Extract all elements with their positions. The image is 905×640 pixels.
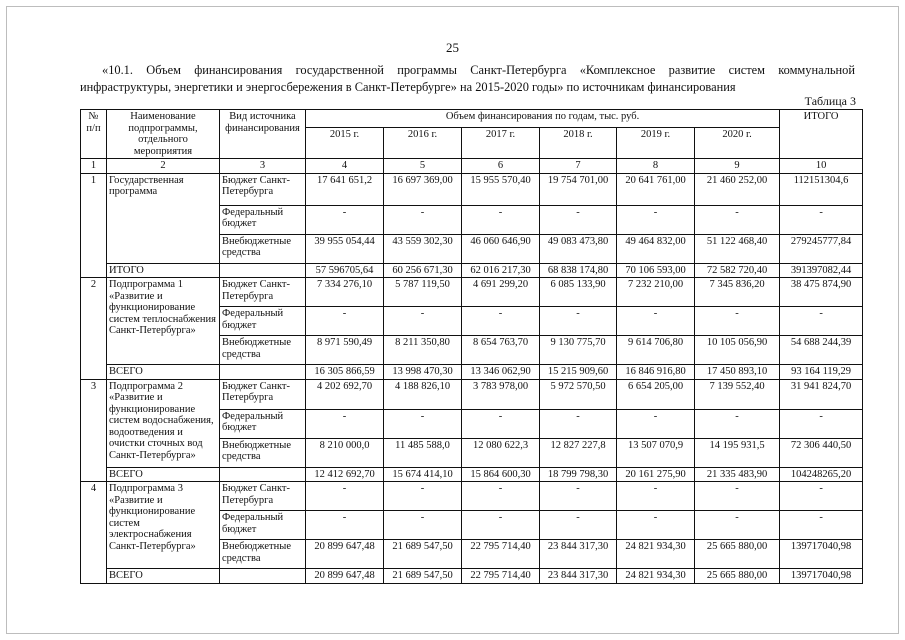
funding-source: Бюджет Санкт-Петербурга bbox=[220, 482, 306, 511]
section-total-value: 70 106 593,00 bbox=[617, 263, 695, 278]
year-value: 51 122 468,40 bbox=[695, 234, 780, 263]
row-total-value: - bbox=[780, 205, 863, 234]
header-year: 2018 г. bbox=[540, 127, 617, 158]
table-row bbox=[81, 379, 863, 409]
section-number: 1 bbox=[81, 173, 107, 278]
section-total-value: 24 821 934,30 bbox=[617, 569, 695, 584]
year-value: 8 654 763,70 bbox=[462, 336, 540, 365]
section-total-value: 68 838 174,80 bbox=[540, 263, 617, 278]
section-total-label: ВСЕГО bbox=[107, 569, 220, 584]
row-total-value: 38 475 874,90 bbox=[780, 278, 863, 307]
row-total-value: - bbox=[780, 482, 863, 511]
year-value: 20 641 761,00 bbox=[617, 173, 695, 205]
year-value: - bbox=[617, 409, 695, 438]
funding-source: Федеральный бюджет bbox=[220, 511, 306, 540]
column-number: 4 bbox=[306, 159, 384, 174]
year-value: 4 188 826,10 bbox=[384, 379, 462, 409]
funding-source: Внебюджетные средства bbox=[220, 438, 306, 467]
year-value: 7 232 210,00 bbox=[617, 278, 695, 307]
header-year: 2020 г. bbox=[695, 127, 780, 158]
funding-source: Федеральный бюджет bbox=[220, 409, 306, 438]
section-name: Государственная программа bbox=[107, 173, 220, 263]
year-value: 14 195 931,5 bbox=[695, 438, 780, 467]
year-value: 22 795 714,40 bbox=[462, 540, 540, 569]
year-value: 12 080 622,3 bbox=[462, 438, 540, 467]
year-value: 12 827 227,8 bbox=[540, 438, 617, 467]
section-total-value: 22 795 714,40 bbox=[462, 569, 540, 584]
year-value: 8 971 590,49 bbox=[306, 336, 384, 365]
year-value: - bbox=[384, 482, 462, 511]
table-row bbox=[81, 173, 863, 205]
year-value: 6 654 205,00 bbox=[617, 379, 695, 409]
section-total-label: ВСЕГО bbox=[107, 467, 220, 482]
row-total-value: - bbox=[780, 511, 863, 540]
header-volume: Объем финансирования по годам, тыс. руб. bbox=[306, 110, 780, 128]
header-year: 2019 г. bbox=[617, 127, 695, 158]
section-total-value: 62 016 217,30 bbox=[462, 263, 540, 278]
table-row bbox=[81, 482, 863, 511]
section-total-label: ИТОГО bbox=[107, 263, 220, 278]
year-value: 11 485 588,0 bbox=[384, 438, 462, 467]
year-value: - bbox=[540, 205, 617, 234]
header-year: 2017 г. bbox=[462, 127, 540, 158]
year-value: - bbox=[617, 307, 695, 336]
empty-cell bbox=[220, 467, 306, 482]
funding-source: Бюджет Санкт-Петербурга bbox=[220, 173, 306, 205]
year-value: 5 972 570,50 bbox=[540, 379, 617, 409]
section-total-label: ВСЕГО bbox=[107, 365, 220, 380]
table-label: Таблица 3 bbox=[804, 94, 856, 108]
year-value: - bbox=[462, 205, 540, 234]
header-num: № п/п bbox=[81, 110, 107, 159]
year-value: 5 787 119,50 bbox=[384, 278, 462, 307]
year-value: 15 955 570,40 bbox=[462, 173, 540, 205]
section-total-row bbox=[81, 467, 863, 482]
year-value: 23 844 317,30 bbox=[540, 540, 617, 569]
year-value: 21 689 547,50 bbox=[384, 540, 462, 569]
year-value: 25 665 880,00 bbox=[695, 540, 780, 569]
column-number: 6 bbox=[462, 159, 540, 174]
year-value: 49 464 832,00 bbox=[617, 234, 695, 263]
section-total-value: 16 305 866,59 bbox=[306, 365, 384, 380]
year-value: 7 334 276,10 bbox=[306, 278, 384, 307]
year-value: - bbox=[695, 205, 780, 234]
year-value: - bbox=[695, 307, 780, 336]
section-total-value: 20 161 275,90 bbox=[617, 467, 695, 482]
section-total-value: 391397082,44 bbox=[780, 263, 863, 278]
section-name: Подпрограмма 1 «Развитие и функционирование систем теплоснабжения Санкт-Петербурга» bbox=[107, 278, 220, 365]
section-total-value: 21 335 483,90 bbox=[695, 467, 780, 482]
row-total-value: 139717040,98 bbox=[780, 540, 863, 569]
year-value: - bbox=[306, 409, 384, 438]
section-total-value: 15 215 909,60 bbox=[540, 365, 617, 380]
year-value: - bbox=[540, 511, 617, 540]
section-total-value: 15 674 414,10 bbox=[384, 467, 462, 482]
year-value: 8 211 350,80 bbox=[384, 336, 462, 365]
year-value: - bbox=[384, 409, 462, 438]
year-value: - bbox=[462, 482, 540, 511]
header-source: Вид источника финансирования bbox=[220, 110, 306, 159]
section-total-value: 57 596705,64 bbox=[306, 263, 384, 278]
year-value: - bbox=[306, 511, 384, 540]
column-number: 2 bbox=[107, 159, 220, 174]
year-value: 20 899 647,48 bbox=[306, 540, 384, 569]
year-value: - bbox=[462, 409, 540, 438]
row-total-value: 54 688 244,39 bbox=[780, 336, 863, 365]
section-total-value: 13 998 470,30 bbox=[384, 365, 462, 380]
year-value: - bbox=[617, 511, 695, 540]
year-value: 3 783 978,00 bbox=[462, 379, 540, 409]
header-year: 2016 г. bbox=[384, 127, 462, 158]
row-total-value: 279245777,84 bbox=[780, 234, 863, 263]
year-value: - bbox=[462, 307, 540, 336]
column-number: 10 bbox=[780, 159, 863, 174]
column-number: 3 bbox=[220, 159, 306, 174]
column-number: 5 bbox=[384, 159, 462, 174]
section-total-value: 20 899 647,48 bbox=[306, 569, 384, 584]
year-value: 9 614 706,80 bbox=[617, 336, 695, 365]
funding-source: Федеральный бюджет bbox=[220, 307, 306, 336]
funding-source: Бюджет Санкт-Петербурга bbox=[220, 278, 306, 307]
year-value: 17 641 651,2 bbox=[306, 173, 384, 205]
header-total: ИТОГО bbox=[780, 110, 863, 159]
section-total-value: 93 164 119,29 bbox=[780, 365, 863, 380]
year-value: - bbox=[384, 307, 462, 336]
funding-source: Внебюджетные средства bbox=[220, 234, 306, 263]
section-total-row bbox=[81, 263, 863, 278]
year-value: - bbox=[695, 482, 780, 511]
section-number: 4 bbox=[81, 482, 107, 584]
year-value: - bbox=[540, 482, 617, 511]
year-value: 7 139 552,40 bbox=[695, 379, 780, 409]
document-heading: «10.1. Объем финансирования государственной программы Санкт-Петербурга «Комплексное развитие систем коммунальной инфраструктуры, энергетики и энергосбережения в Санкт-Петербурге» на 2015-2020 годы» по источникам финансирования bbox=[80, 63, 855, 94]
section-number: 3 bbox=[81, 379, 107, 482]
section-total-value: 25 665 880,00 bbox=[695, 569, 780, 584]
funding-source: Бюджет Санкт-Петербурга bbox=[220, 379, 306, 409]
year-value: 43 559 302,30 bbox=[384, 234, 462, 263]
section-total-value: 104248265,20 bbox=[780, 467, 863, 482]
section-total-value: 60 256 671,30 bbox=[384, 263, 462, 278]
page-number: 25 bbox=[446, 40, 459, 55]
year-value: 24 821 934,30 bbox=[617, 540, 695, 569]
section-total-row bbox=[81, 569, 863, 584]
year-value: 39 955 054,44 bbox=[306, 234, 384, 263]
section-name: Подпрограмма 2 «Развитие и функционирование систем водоснабжения, водоотведения и очистки сточных вод Санкт-Петербурга» bbox=[107, 379, 220, 467]
section-total-value: 15 864 600,30 bbox=[462, 467, 540, 482]
row-total-value: 112151304,6 bbox=[780, 173, 863, 205]
funding-source: Федеральный бюджет bbox=[220, 205, 306, 234]
year-value: - bbox=[695, 409, 780, 438]
year-value: 4 691 299,20 bbox=[462, 278, 540, 307]
year-value: - bbox=[540, 409, 617, 438]
section-total-value: 72 582 720,40 bbox=[695, 263, 780, 278]
section-name: Подпрограмма 3 «Развитие и функционирование систем электроснабжения Санкт-Петербурга» bbox=[107, 482, 220, 569]
year-value: 9 130 775,70 bbox=[540, 336, 617, 365]
year-value: - bbox=[384, 511, 462, 540]
year-value: - bbox=[306, 482, 384, 511]
year-value: - bbox=[617, 205, 695, 234]
funding-source: Внебюджетные средства bbox=[220, 540, 306, 569]
year-value: 6 085 133,90 bbox=[540, 278, 617, 307]
column-number: 8 bbox=[617, 159, 695, 174]
empty-cell bbox=[220, 365, 306, 380]
section-number: 2 bbox=[81, 278, 107, 380]
table-row bbox=[81, 278, 863, 307]
header-name: Наименование подпрограммы, отдельного мероприятия bbox=[107, 110, 220, 159]
year-value: - bbox=[384, 205, 462, 234]
row-total-value: - bbox=[780, 409, 863, 438]
year-value: 46 060 646,90 bbox=[462, 234, 540, 263]
section-total-value: 23 844 317,30 bbox=[540, 569, 617, 584]
section-total-value: 139717040,98 bbox=[780, 569, 863, 584]
funding-source: Внебюджетные средства bbox=[220, 336, 306, 365]
empty-cell bbox=[220, 263, 306, 278]
section-total-value: 16 846 916,80 bbox=[617, 365, 695, 380]
section-total-value: 13 346 062,90 bbox=[462, 365, 540, 380]
header-year: 2015 г. bbox=[306, 127, 384, 158]
empty-cell bbox=[220, 569, 306, 584]
column-number: 9 bbox=[695, 159, 780, 174]
section-total-value: 18 799 798,30 bbox=[540, 467, 617, 482]
year-value: 49 083 473,80 bbox=[540, 234, 617, 263]
year-value: 7 345 836,20 bbox=[695, 278, 780, 307]
year-value: 10 105 056,90 bbox=[695, 336, 780, 365]
year-value: 8 210 000,0 bbox=[306, 438, 384, 467]
year-value: - bbox=[306, 307, 384, 336]
year-value: 21 460 252,00 bbox=[695, 173, 780, 205]
section-total-value: 12 412 692,70 bbox=[306, 467, 384, 482]
column-number: 1 bbox=[81, 159, 107, 174]
section-total-value: 21 689 547,50 bbox=[384, 569, 462, 584]
row-total-value: - bbox=[780, 307, 863, 336]
year-value: - bbox=[617, 482, 695, 511]
section-total-value: 17 450 893,10 bbox=[695, 365, 780, 380]
table-body bbox=[81, 173, 863, 583]
year-value: 13 507 070,9 bbox=[617, 438, 695, 467]
year-value: - bbox=[695, 511, 780, 540]
column-number: 7 bbox=[540, 159, 617, 174]
year-value: 16 697 369,00 bbox=[384, 173, 462, 205]
row-total-value: 72 306 440,50 bbox=[780, 438, 863, 467]
year-value: - bbox=[306, 205, 384, 234]
financing-table bbox=[80, 109, 863, 584]
year-value: - bbox=[462, 511, 540, 540]
year-value: - bbox=[540, 307, 617, 336]
section-total-row bbox=[81, 365, 863, 380]
row-total-value: 31 941 824,70 bbox=[780, 379, 863, 409]
year-value: 4 202 692,70 bbox=[306, 379, 384, 409]
year-value: 19 754 701,00 bbox=[540, 173, 617, 205]
